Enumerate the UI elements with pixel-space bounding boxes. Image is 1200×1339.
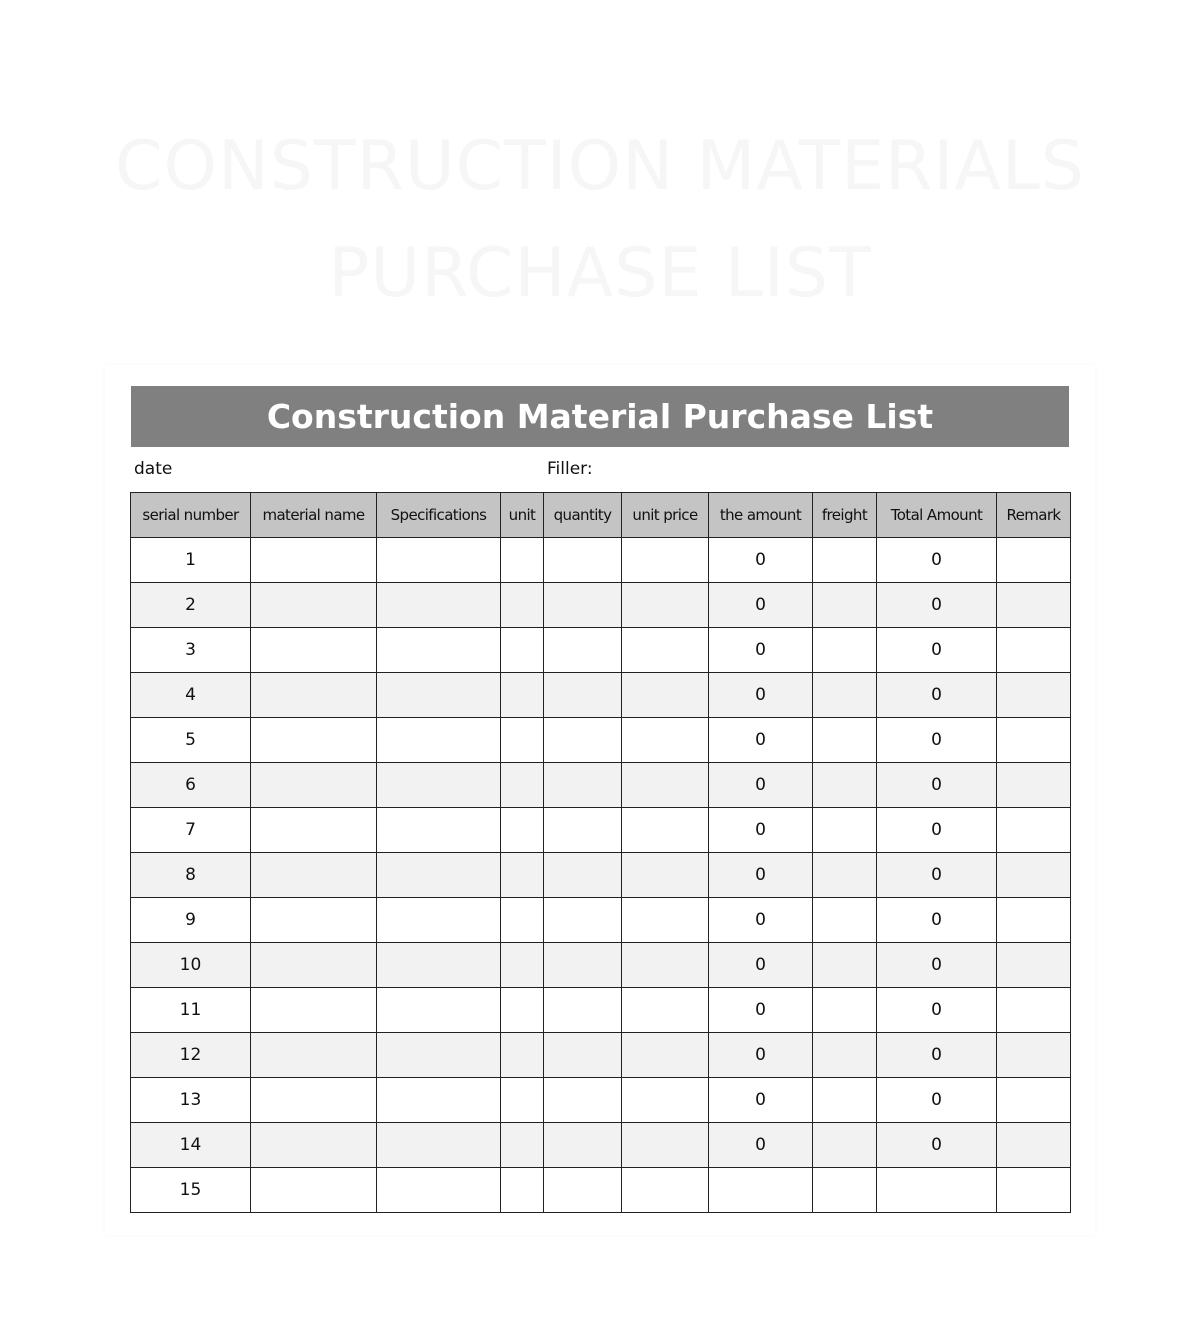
cell-freight[interactable] bbox=[813, 898, 877, 943]
cell-serial-number: 15 bbox=[131, 1168, 251, 1213]
cell-remark[interactable] bbox=[997, 1078, 1071, 1123]
cell-material-name[interactable] bbox=[251, 943, 377, 988]
date-label: date bbox=[134, 459, 173, 479]
cell-the-amount: 0 bbox=[709, 988, 813, 1033]
table-body bbox=[131, 538, 1071, 1213]
cell-unit[interactable] bbox=[501, 853, 544, 898]
cell-freight[interactable] bbox=[813, 583, 877, 628]
cell-material-name[interactable] bbox=[251, 718, 377, 763]
cell-unit-price[interactable] bbox=[622, 1123, 709, 1168]
cell-quantity[interactable] bbox=[544, 673, 622, 718]
cell-remark[interactable] bbox=[997, 988, 1071, 1033]
cell-total-amount bbox=[877, 1168, 997, 1213]
cell-specifications[interactable] bbox=[377, 763, 501, 808]
cell-unit-price[interactable] bbox=[622, 943, 709, 988]
cell-the-amount: 0 bbox=[709, 1123, 813, 1168]
cell-remark[interactable] bbox=[997, 718, 1071, 763]
cell-unit-price[interactable] bbox=[622, 763, 709, 808]
table-row bbox=[131, 763, 1071, 808]
cell-material-name[interactable] bbox=[251, 628, 377, 673]
cell-specifications[interactable] bbox=[377, 898, 501, 943]
cell-specifications[interactable] bbox=[377, 988, 501, 1033]
cell-total-amount: 0 bbox=[877, 898, 997, 943]
cell-quantity[interactable] bbox=[544, 1123, 622, 1168]
cell-total-amount: 0 bbox=[877, 763, 997, 808]
cell-unit[interactable] bbox=[501, 1078, 544, 1123]
cell-serial-number: 12 bbox=[131, 1033, 251, 1078]
table-row bbox=[131, 808, 1071, 853]
table-row bbox=[131, 943, 1071, 988]
header-freight: freight bbox=[813, 493, 877, 538]
table-header-row bbox=[131, 493, 1071, 538]
cell-total-amount: 0 bbox=[877, 1123, 997, 1168]
cell-specifications[interactable] bbox=[377, 1168, 501, 1213]
table-row bbox=[131, 628, 1071, 673]
cell-unit-price[interactable] bbox=[622, 673, 709, 718]
cell-serial-number: 1 bbox=[131, 538, 251, 583]
cell-quantity[interactable] bbox=[544, 853, 622, 898]
cell-freight[interactable] bbox=[813, 1078, 877, 1123]
cell-serial-number: 11 bbox=[131, 988, 251, 1033]
cell-specifications[interactable] bbox=[377, 628, 501, 673]
cell-unit[interactable] bbox=[501, 628, 544, 673]
cell-remark[interactable] bbox=[997, 763, 1071, 808]
cell-total-amount: 0 bbox=[877, 628, 997, 673]
cell-the-amount: 0 bbox=[709, 718, 813, 763]
cell-the-amount: 0 bbox=[709, 673, 813, 718]
cell-material-name[interactable] bbox=[251, 898, 377, 943]
cell-serial-number: 10 bbox=[131, 943, 251, 988]
cell-freight[interactable] bbox=[813, 1168, 877, 1213]
cell-total-amount: 0 bbox=[877, 943, 997, 988]
cell-specifications[interactable] bbox=[377, 583, 501, 628]
header-remark: Remark bbox=[997, 493, 1071, 538]
cell-quantity[interactable] bbox=[544, 898, 622, 943]
cell-serial-number: 13 bbox=[131, 1078, 251, 1123]
table-row bbox=[131, 673, 1071, 718]
cell-serial-number: 3 bbox=[131, 628, 251, 673]
cell-unit-price[interactable] bbox=[622, 898, 709, 943]
cell-quantity[interactable] bbox=[544, 538, 622, 583]
cell-total-amount: 0 bbox=[877, 1078, 997, 1123]
cell-unit-price[interactable] bbox=[622, 718, 709, 763]
table-row bbox=[131, 853, 1071, 898]
cell-specifications[interactable] bbox=[377, 718, 501, 763]
header-material-name: material name bbox=[251, 493, 377, 538]
cell-specifications[interactable] bbox=[377, 943, 501, 988]
cell-material-name[interactable] bbox=[251, 1078, 377, 1123]
header-serial-number: serial number bbox=[131, 493, 251, 538]
header-total-amount: Total Amount bbox=[877, 493, 997, 538]
cell-freight[interactable] bbox=[813, 1033, 877, 1078]
cell-freight[interactable] bbox=[813, 628, 877, 673]
cell-quantity[interactable] bbox=[544, 988, 622, 1033]
cell-remark[interactable] bbox=[997, 808, 1071, 853]
cell-freight[interactable] bbox=[813, 988, 877, 1033]
cell-quantity[interactable] bbox=[544, 943, 622, 988]
cell-freight[interactable] bbox=[813, 718, 877, 763]
cell-the-amount bbox=[709, 1168, 813, 1213]
cell-unit[interactable] bbox=[501, 898, 544, 943]
cell-specifications[interactable] bbox=[377, 808, 501, 853]
table-row bbox=[131, 1123, 1071, 1168]
cell-the-amount: 0 bbox=[709, 1033, 813, 1078]
cell-the-amount: 0 bbox=[709, 583, 813, 628]
cell-quantity[interactable] bbox=[544, 1033, 622, 1078]
table-row bbox=[131, 1078, 1071, 1123]
cell-freight[interactable] bbox=[813, 673, 877, 718]
cell-material-name[interactable] bbox=[251, 808, 377, 853]
cell-remark[interactable] bbox=[997, 1123, 1071, 1168]
cell-total-amount: 0 bbox=[877, 538, 997, 583]
table-row bbox=[131, 583, 1071, 628]
cell-unit-price[interactable] bbox=[622, 1078, 709, 1123]
cell-serial-number: 5 bbox=[131, 718, 251, 763]
cell-unit-price[interactable] bbox=[622, 538, 709, 583]
cell-unit[interactable] bbox=[501, 673, 544, 718]
cell-remark[interactable] bbox=[997, 628, 1071, 673]
filler-label: Filler: bbox=[547, 459, 593, 479]
cell-material-name[interactable] bbox=[251, 1123, 377, 1168]
cell-total-amount: 0 bbox=[877, 853, 997, 898]
cell-unit[interactable] bbox=[501, 1033, 544, 1078]
cell-freight[interactable] bbox=[813, 763, 877, 808]
cell-remark[interactable] bbox=[997, 538, 1071, 583]
cell-serial-number: 14 bbox=[131, 1123, 251, 1168]
cell-unit-price[interactable] bbox=[622, 988, 709, 1033]
header-quantity: quantity bbox=[544, 493, 622, 538]
cell-quantity[interactable] bbox=[544, 583, 622, 628]
cell-material-name[interactable] bbox=[251, 1033, 377, 1078]
cell-unit[interactable] bbox=[501, 718, 544, 763]
cell-unit[interactable] bbox=[501, 538, 544, 583]
cell-specifications[interactable] bbox=[377, 1078, 501, 1123]
cell-the-amount: 0 bbox=[709, 763, 813, 808]
cell-quantity[interactable] bbox=[544, 1078, 622, 1123]
cell-quantity[interactable] bbox=[544, 628, 622, 673]
cell-quantity[interactable] bbox=[544, 763, 622, 808]
cell-specifications[interactable] bbox=[377, 538, 501, 583]
cell-unit[interactable] bbox=[501, 808, 544, 853]
cell-material-name[interactable] bbox=[251, 763, 377, 808]
table-row bbox=[131, 538, 1071, 583]
cell-the-amount: 0 bbox=[709, 538, 813, 583]
cell-freight[interactable] bbox=[813, 853, 877, 898]
cell-total-amount: 0 bbox=[877, 718, 997, 763]
header-the-amount: the amount bbox=[709, 493, 813, 538]
table-row bbox=[131, 1033, 1071, 1078]
cell-total-amount: 0 bbox=[877, 673, 997, 718]
cell-remark[interactable] bbox=[997, 898, 1071, 943]
cell-specifications[interactable] bbox=[377, 853, 501, 898]
cell-unit[interactable] bbox=[501, 1168, 544, 1213]
cell-unit[interactable] bbox=[501, 763, 544, 808]
cell-unit-price[interactable] bbox=[622, 628, 709, 673]
cell-unit-price[interactable] bbox=[622, 1033, 709, 1078]
cell-material-name[interactable] bbox=[251, 1168, 377, 1213]
cell-serial-number: 2 bbox=[131, 583, 251, 628]
cell-specifications[interactable] bbox=[377, 1033, 501, 1078]
table-row bbox=[131, 718, 1071, 763]
cell-unit[interactable] bbox=[501, 988, 544, 1033]
header-specifications: Specifications bbox=[377, 493, 501, 538]
cell-quantity[interactable] bbox=[544, 808, 622, 853]
cell-the-amount: 0 bbox=[709, 853, 813, 898]
header-unit: unit bbox=[501, 493, 544, 538]
cell-the-amount: 0 bbox=[709, 898, 813, 943]
cell-specifications[interactable] bbox=[377, 673, 501, 718]
cell-the-amount: 0 bbox=[709, 628, 813, 673]
cell-unit-price[interactable] bbox=[622, 853, 709, 898]
cell-remark[interactable] bbox=[997, 1033, 1071, 1078]
header-unit-price: unit price bbox=[622, 493, 709, 538]
cell-specifications[interactable] bbox=[377, 1123, 501, 1168]
cell-the-amount: 0 bbox=[709, 943, 813, 988]
cell-remark[interactable] bbox=[997, 1168, 1071, 1213]
cell-unit[interactable] bbox=[501, 583, 544, 628]
cell-freight[interactable] bbox=[813, 943, 877, 988]
cell-total-amount: 0 bbox=[877, 583, 997, 628]
cell-quantity[interactable] bbox=[544, 718, 622, 763]
watermark-line-2: PURCHASE LIST bbox=[328, 234, 872, 313]
cell-remark[interactable] bbox=[997, 853, 1071, 898]
watermark-line-1: CONSTRUCTION MATERIALS bbox=[115, 127, 1085, 206]
table-row bbox=[131, 898, 1071, 943]
cell-unit[interactable] bbox=[501, 1123, 544, 1168]
cell-serial-number: 8 bbox=[131, 853, 251, 898]
cell-material-name[interactable] bbox=[251, 853, 377, 898]
cell-freight[interactable] bbox=[813, 538, 877, 583]
cell-total-amount: 0 bbox=[877, 808, 997, 853]
cell-the-amount: 0 bbox=[709, 1078, 813, 1123]
cell-the-amount: 0 bbox=[709, 808, 813, 853]
cell-total-amount: 0 bbox=[877, 1033, 997, 1078]
cell-remark[interactable] bbox=[997, 673, 1071, 718]
cell-quantity[interactable] bbox=[544, 1168, 622, 1213]
cell-material-name[interactable] bbox=[251, 673, 377, 718]
cell-serial-number: 9 bbox=[131, 898, 251, 943]
cell-unit[interactable] bbox=[501, 943, 544, 988]
form-title: Construction Material Purchase List bbox=[131, 386, 1069, 447]
cell-material-name[interactable] bbox=[251, 988, 377, 1033]
table-row bbox=[131, 988, 1071, 1033]
cell-serial-number: 4 bbox=[131, 673, 251, 718]
cell-unit-price[interactable] bbox=[622, 808, 709, 853]
cell-total-amount: 0 bbox=[877, 988, 997, 1033]
cell-serial-number: 7 bbox=[131, 808, 251, 853]
cell-material-name[interactable] bbox=[251, 538, 377, 583]
table-row bbox=[131, 1168, 1071, 1213]
cell-remark[interactable] bbox=[997, 583, 1071, 628]
cell-material-name[interactable] bbox=[251, 583, 377, 628]
purchase-table bbox=[130, 492, 1071, 1213]
cell-unit-price[interactable] bbox=[622, 1168, 709, 1213]
cell-unit-price[interactable] bbox=[622, 583, 709, 628]
cell-remark[interactable] bbox=[997, 943, 1071, 988]
cell-serial-number: 6 bbox=[131, 763, 251, 808]
cell-freight[interactable] bbox=[813, 808, 877, 853]
cell-freight[interactable] bbox=[813, 1123, 877, 1168]
